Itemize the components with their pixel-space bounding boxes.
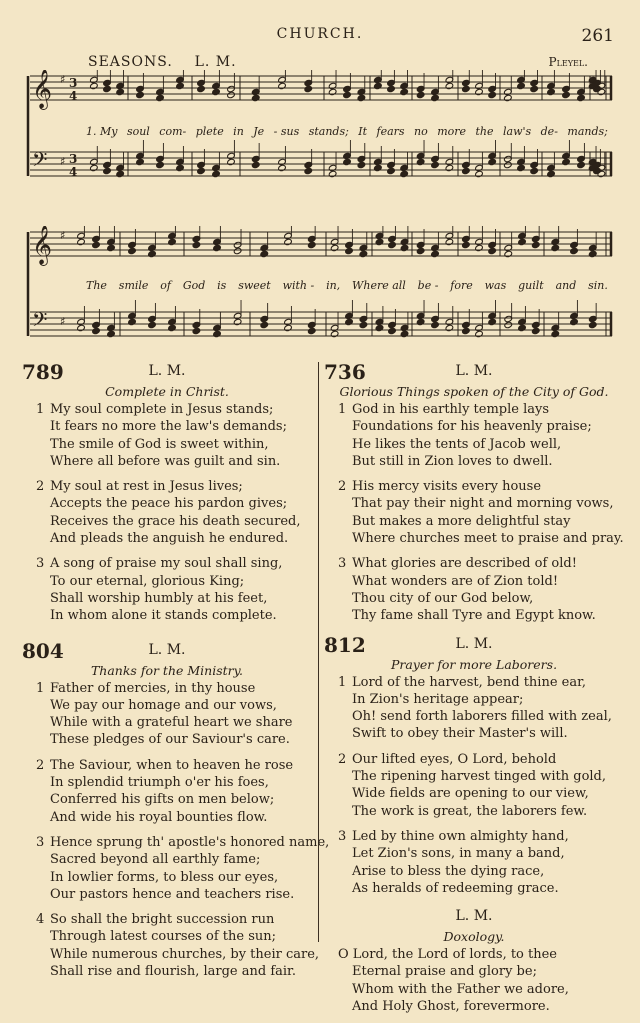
note-head bbox=[278, 164, 287, 171]
note-head bbox=[128, 247, 137, 254]
note-head bbox=[431, 161, 440, 168]
stanza-number: 2 bbox=[338, 479, 347, 495]
verse-line: But makes a more delightful stay bbox=[352, 513, 571, 529]
verse-line: Our pastors hence and teachers rise. bbox=[50, 886, 295, 902]
note-head bbox=[445, 238, 454, 245]
verse-line: Accepts the peace his pardon gives; bbox=[50, 496, 288, 512]
hymn-subtitle: Thanks for the Ministry. bbox=[90, 662, 244, 678]
note-head bbox=[488, 158, 497, 165]
note-head bbox=[357, 161, 366, 168]
note-head bbox=[416, 158, 425, 165]
verse-text: So shall the bright succession run bbox=[50, 912, 275, 928]
sharp-icon: ♯ bbox=[60, 315, 66, 328]
note-head bbox=[374, 82, 383, 89]
note-head bbox=[531, 327, 540, 334]
note-head bbox=[416, 318, 425, 325]
note-head bbox=[212, 170, 221, 177]
lyric-syllable: sweet bbox=[238, 279, 271, 292]
note-head bbox=[375, 238, 384, 245]
lyric-syllable: fore bbox=[450, 279, 473, 292]
stanza-number: 2 bbox=[338, 751, 347, 767]
note-head bbox=[176, 82, 185, 89]
tune-name: SEASONS. bbox=[88, 54, 173, 70]
note-head bbox=[517, 164, 526, 171]
note-head bbox=[330, 330, 339, 337]
note-head bbox=[251, 161, 260, 168]
note-head bbox=[504, 94, 513, 101]
verse-line: Through latest courses of the sun; bbox=[50, 929, 276, 945]
verse-line: While numerous churches, by their care, bbox=[50, 946, 320, 962]
lyric-syllable: fears bbox=[376, 125, 405, 138]
verse-line bbox=[22, 555, 312, 572]
hymn-804 bbox=[22, 638, 330, 981]
note-head bbox=[307, 327, 316, 334]
verse-line: And pleads the anguish he endured. bbox=[50, 531, 289, 547]
lyric-syllable: - sus bbox=[273, 125, 300, 138]
note-head bbox=[475, 330, 484, 337]
lyric-syllable: smile bbox=[118, 279, 149, 292]
verse-text: Father of mercies, in thy house bbox=[50, 680, 256, 696]
stanza-number: 3 bbox=[338, 556, 347, 572]
note-head bbox=[400, 244, 409, 251]
note-head bbox=[488, 247, 497, 254]
note-head bbox=[168, 238, 177, 245]
verse-text: What glories are described of old! bbox=[352, 556, 577, 572]
verse-line: That pay their night and morning vows, bbox=[352, 496, 614, 512]
verse-line: Where churches meet to praise and pray. bbox=[352, 531, 624, 547]
stanza bbox=[324, 401, 624, 470]
note-head bbox=[77, 324, 86, 331]
music-system-2 bbox=[24, 226, 616, 356]
note-head bbox=[547, 88, 556, 95]
hymn-subtitle: Complete in Christ. bbox=[105, 384, 229, 399]
doxology-meter: L. M. bbox=[455, 908, 493, 925]
lyric-syllable: plete bbox=[195, 125, 224, 138]
note-head bbox=[307, 241, 316, 248]
music-system-1 bbox=[24, 70, 616, 190]
verse-line: These pledges of our Saviour's care. bbox=[50, 732, 290, 748]
stanza bbox=[324, 828, 624, 897]
stanza bbox=[324, 751, 624, 820]
stanza-number: 3 bbox=[36, 556, 45, 572]
tune-meter: L. M. bbox=[194, 54, 237, 70]
verse-line: Thou city of our God below, bbox=[352, 590, 534, 606]
note-head bbox=[570, 318, 579, 325]
hymn-number: 804 bbox=[22, 638, 64, 663]
verse-line bbox=[324, 555, 624, 572]
verse-line: Wide fields are opening to our view, bbox=[352, 786, 589, 802]
lyric-syllable: guilt bbox=[518, 279, 544, 292]
verse-line: O Lord, the Lord of lords, to thee bbox=[338, 947, 557, 963]
verse-line: Thy fame shall Tyre and Egypt know. bbox=[352, 608, 596, 624]
verse-text: Hence sprung th' apostle's honored name, bbox=[50, 834, 330, 850]
verse-line: Sacred beyond all earthly fame; bbox=[50, 852, 261, 868]
note-head bbox=[416, 247, 425, 254]
note-head bbox=[588, 250, 597, 257]
note-head bbox=[227, 158, 236, 165]
verse-line: And Holy Ghost, forevermore. bbox=[352, 999, 550, 1015]
note-head bbox=[284, 238, 293, 245]
note-head bbox=[570, 247, 579, 254]
lyric-syllable: de- bbox=[540, 125, 558, 138]
note-head bbox=[213, 244, 222, 251]
lyric-syllable: stands; bbox=[308, 125, 349, 138]
lyric-syllable: with - bbox=[282, 279, 315, 292]
note-head bbox=[445, 164, 454, 171]
note-head bbox=[475, 170, 484, 177]
note-head bbox=[400, 170, 409, 177]
note-head bbox=[388, 241, 397, 248]
lyric-syllable: more bbox=[437, 125, 467, 138]
note-head bbox=[577, 161, 586, 168]
lyric-syllable: 1. My bbox=[86, 125, 118, 138]
lyric-line-1 bbox=[86, 125, 608, 138]
note-head bbox=[278, 82, 287, 89]
note-head bbox=[416, 91, 425, 98]
note-head bbox=[103, 167, 112, 174]
note-head bbox=[197, 85, 206, 92]
note-head bbox=[304, 85, 313, 92]
verse-line bbox=[324, 478, 624, 495]
running-head: CHURCH. bbox=[276, 26, 364, 42]
verse-line: Arise to bless the dying race, bbox=[352, 863, 545, 879]
note-head bbox=[304, 167, 313, 174]
verse-line: Eternal praise and glory be; bbox=[352, 964, 537, 980]
page-number: 261 bbox=[581, 26, 614, 46]
stanza bbox=[324, 674, 624, 743]
note-head bbox=[530, 85, 539, 92]
note-head bbox=[90, 82, 99, 89]
verse-line: Receives the grace his death secured, bbox=[50, 513, 301, 529]
hymn-subtitle: Glorious Things spoken of the City of God. bbox=[339, 384, 609, 399]
lyric-syllable: The bbox=[86, 279, 107, 292]
note-head bbox=[233, 318, 242, 325]
stanza-number: 2 bbox=[36, 479, 45, 495]
note-head bbox=[343, 91, 352, 98]
note-head bbox=[488, 91, 497, 98]
note-head bbox=[107, 244, 116, 251]
lyric-syllable: the bbox=[475, 125, 494, 138]
note-head bbox=[213, 330, 222, 337]
stanza-number: 4 bbox=[36, 912, 45, 928]
verse-text: God in his earthly temple lays bbox=[352, 402, 550, 417]
note-head bbox=[517, 82, 526, 89]
note-head bbox=[328, 88, 337, 95]
column-divider bbox=[318, 362, 319, 942]
hymn-number: 789 bbox=[22, 360, 64, 384]
note-head bbox=[227, 91, 236, 98]
note-head bbox=[504, 161, 513, 168]
hymn-789 bbox=[22, 360, 312, 625]
note-head bbox=[551, 330, 560, 337]
doxology-subtitle: Doxology. bbox=[443, 929, 505, 945]
sharp-icon: ♯ bbox=[60, 73, 66, 86]
note-head bbox=[431, 250, 440, 257]
stanza bbox=[22, 478, 312, 547]
lyric-syllable: mands; bbox=[567, 125, 608, 138]
right-column bbox=[324, 360, 624, 1023]
verse-line: The ripening harvest tinged with gold, bbox=[352, 769, 607, 785]
lyric-syllable: in bbox=[233, 125, 244, 138]
stanza-number: 1 bbox=[338, 402, 347, 417]
note-head bbox=[212, 88, 221, 95]
stanza-number: 1 bbox=[36, 680, 45, 696]
note-head bbox=[176, 164, 185, 171]
verse-line bbox=[324, 401, 624, 418]
note-head bbox=[359, 321, 368, 328]
note-head bbox=[462, 327, 471, 334]
note-head bbox=[128, 318, 137, 325]
stanza bbox=[22, 757, 312, 826]
stanza-number: 3 bbox=[338, 828, 347, 844]
note-head bbox=[588, 321, 597, 328]
stanza bbox=[324, 555, 624, 624]
note-head bbox=[445, 324, 454, 331]
note-head bbox=[445, 82, 454, 89]
verse-line bbox=[22, 401, 312, 418]
verse-line: Oh! send forth laborers filled with zeal, bbox=[352, 709, 612, 725]
verse-text: A song of praise my soul shall sing, bbox=[50, 556, 283, 572]
hymn-subtitle: Prayer for more Laborers. bbox=[390, 656, 558, 672]
verse-line: In whom alone it stands complete. bbox=[50, 608, 277, 624]
note-head bbox=[551, 244, 560, 251]
note-head bbox=[136, 158, 145, 165]
verse-line bbox=[324, 674, 624, 691]
treble-clef-icon: 𝄞 bbox=[32, 226, 53, 265]
tune-composer: Pleyel. bbox=[548, 55, 588, 69]
note-head bbox=[562, 91, 571, 98]
note-head bbox=[504, 321, 513, 328]
note-head bbox=[375, 324, 384, 331]
verse-line: Where all before was guilt and sin. bbox=[50, 453, 281, 469]
note-head bbox=[156, 94, 165, 101]
lyric-syllable: Where all bbox=[352, 279, 406, 292]
verse-line bbox=[22, 478, 312, 495]
verse-line: Let Zion's sons, in many a band, bbox=[352, 846, 565, 862]
note-head bbox=[562, 158, 571, 165]
note-head bbox=[431, 94, 440, 101]
note-head bbox=[547, 170, 556, 177]
note-head bbox=[192, 327, 201, 334]
stanza bbox=[22, 680, 312, 749]
verse-text: My soul at rest in Jesus lives; bbox=[50, 479, 243, 495]
doxology-stanza bbox=[324, 946, 624, 1015]
hymn-meter: L. M. bbox=[148, 641, 186, 658]
verse-text: Lord of the harvest, bend thine ear, bbox=[352, 674, 587, 690]
note-head bbox=[136, 91, 145, 98]
verse-line: The smile of God is sweet within, bbox=[50, 436, 269, 452]
stanza-list bbox=[22, 401, 312, 625]
verse-line bbox=[22, 757, 312, 774]
verse-line bbox=[22, 834, 330, 851]
sharp-icon: ♯ bbox=[60, 155, 66, 168]
note-head bbox=[156, 161, 165, 168]
hymn-number: 736 bbox=[324, 360, 366, 384]
note-head bbox=[330, 244, 339, 251]
verse-line: The work is great, the laborers few. bbox=[352, 803, 588, 819]
note-head bbox=[400, 88, 409, 95]
stanza-number: 1 bbox=[338, 674, 347, 690]
stanza bbox=[22, 401, 312, 470]
note-head bbox=[148, 250, 157, 257]
lyric-syllable: was bbox=[484, 279, 507, 292]
stanza bbox=[22, 834, 330, 903]
hymn-meter: L. M. bbox=[455, 363, 493, 379]
verse-text: My soul complete in Jesus stands; bbox=[50, 402, 274, 417]
stanza-number: 3 bbox=[36, 834, 45, 850]
note-head bbox=[462, 85, 471, 92]
note-head bbox=[343, 158, 352, 165]
left-column bbox=[22, 360, 330, 988]
note-head bbox=[531, 241, 540, 248]
note-head bbox=[577, 94, 586, 101]
note-head bbox=[107, 330, 116, 337]
note-head bbox=[77, 238, 86, 245]
note-head bbox=[475, 88, 484, 95]
time-signature: 3 bbox=[69, 152, 78, 166]
stanza-list bbox=[324, 401, 624, 625]
verse-line: Conferred his gifts on men below; bbox=[50, 792, 275, 808]
lyric-syllable: com- bbox=[159, 125, 187, 138]
verse-line: It fears no more the law's demands; bbox=[50, 419, 287, 435]
lyric-syllable: in, bbox=[326, 279, 341, 292]
note-head bbox=[192, 241, 201, 248]
stanza-number: 1 bbox=[36, 402, 45, 417]
verse-line: In splendid triumph o'er his foes, bbox=[50, 775, 269, 791]
note-head bbox=[260, 250, 269, 257]
lyric-syllable: be - bbox=[417, 279, 439, 292]
verse-text: The Saviour, when to heaven he rose bbox=[50, 757, 294, 773]
note-head bbox=[168, 324, 177, 331]
verse-line bbox=[22, 680, 312, 697]
note-head bbox=[116, 88, 125, 95]
note-head bbox=[431, 321, 440, 328]
lyric-syllable: and bbox=[555, 279, 577, 292]
verse-line bbox=[22, 911, 312, 928]
note-head bbox=[357, 94, 366, 101]
note-head bbox=[345, 247, 354, 254]
note-head bbox=[504, 250, 513, 257]
note-head bbox=[374, 164, 383, 171]
verse-line: Swift to obey their Master's will. bbox=[352, 726, 568, 742]
verse-line bbox=[324, 751, 624, 768]
verse-line: What wonders are of Zion told! bbox=[352, 573, 559, 589]
verse-line: While with a grateful heart we share bbox=[50, 715, 293, 731]
note-head bbox=[197, 167, 206, 174]
note-head bbox=[530, 167, 539, 174]
note-head bbox=[328, 170, 337, 177]
verse-line: Foundations for his heavenly praise; bbox=[352, 419, 592, 435]
note-head bbox=[90, 164, 99, 171]
note-head bbox=[518, 324, 527, 331]
time-signature: 4 bbox=[69, 89, 78, 103]
verse-line: He likes the tents of Jacob well, bbox=[352, 436, 562, 452]
lyric-syllable: of bbox=[160, 279, 171, 292]
hymn-meter: L. M. bbox=[455, 635, 493, 652]
doxology bbox=[324, 905, 624, 1015]
stanza-list bbox=[22, 680, 330, 981]
lyric-syllable: Je bbox=[253, 125, 265, 138]
note-head bbox=[462, 241, 471, 248]
lyric-syllable: no bbox=[414, 125, 428, 138]
verse-line: In lowlier forms, to bless our eyes, bbox=[50, 869, 279, 885]
verse-line: Shall worship humbly at his feet, bbox=[50, 590, 268, 606]
sharp-icon: ♯ bbox=[60, 229, 66, 242]
stanza-list bbox=[324, 674, 624, 898]
verse-line: As heralds of redeeming grace. bbox=[352, 880, 559, 896]
hymn-meter: L. M. bbox=[148, 363, 186, 379]
note-head bbox=[260, 321, 269, 328]
verse-line: But still in Zion loves to dwell. bbox=[352, 453, 553, 469]
lyric-syllable: God bbox=[182, 279, 206, 292]
verse-line: Shall rise and flourish, large and fair. bbox=[50, 964, 296, 980]
note-head bbox=[148, 321, 157, 328]
note-head bbox=[475, 244, 484, 251]
tune-title bbox=[88, 54, 237, 70]
verse-text: His mercy visits every house bbox=[352, 479, 542, 495]
note-head bbox=[233, 247, 242, 254]
note-head bbox=[518, 238, 527, 245]
lyric-syllable: is bbox=[217, 279, 227, 292]
lyric-syllable: soul bbox=[126, 125, 150, 138]
note-head bbox=[400, 330, 409, 337]
lyric-syllable: law's bbox=[503, 125, 532, 138]
stanza bbox=[324, 478, 624, 547]
verse-line: In Zion's heritage appear; bbox=[352, 691, 524, 707]
note-head bbox=[251, 94, 260, 101]
hymn-812 bbox=[324, 633, 624, 898]
bass-clef-icon: 𝄢 bbox=[32, 308, 48, 336]
verse-line: To our eternal, glorious King; bbox=[50, 573, 245, 589]
stanza-number: 2 bbox=[36, 757, 45, 773]
bass-clef-icon: 𝄢 bbox=[32, 148, 48, 176]
stanza bbox=[22, 911, 320, 980]
lyric-syllable: sin. bbox=[588, 279, 608, 292]
note-head bbox=[345, 318, 354, 325]
verse-text: Led by thine own almighty hand, bbox=[352, 828, 569, 844]
note-head bbox=[92, 327, 101, 334]
note-head bbox=[388, 327, 397, 334]
treble-clef-icon: 𝄞 bbox=[32, 70, 53, 109]
note-head bbox=[488, 318, 497, 325]
note-head bbox=[462, 167, 471, 174]
verse-line bbox=[324, 828, 624, 845]
note-head bbox=[387, 85, 396, 92]
note-head bbox=[116, 170, 125, 177]
verse-line: And wide his royal bounties flow. bbox=[50, 809, 268, 825]
lyric-syllable: It bbox=[358, 125, 368, 138]
note-head bbox=[284, 324, 293, 331]
lyric-line-2 bbox=[86, 279, 608, 292]
stanza bbox=[22, 555, 312, 624]
note-head bbox=[92, 241, 101, 248]
note-head bbox=[387, 167, 396, 174]
time-signature: 4 bbox=[69, 165, 78, 179]
hymn-736 bbox=[324, 360, 624, 625]
verse-text: Our lifted eyes, O Lord, behold bbox=[352, 751, 557, 767]
time-signature: 3 bbox=[69, 76, 78, 90]
verse-line: We pay our homage and our vows, bbox=[50, 697, 277, 713]
note-head bbox=[103, 85, 112, 92]
verse-line: Whom with the Father we adore, bbox=[352, 981, 569, 997]
note-head bbox=[359, 250, 368, 257]
hymn-number: 812 bbox=[324, 632, 366, 657]
